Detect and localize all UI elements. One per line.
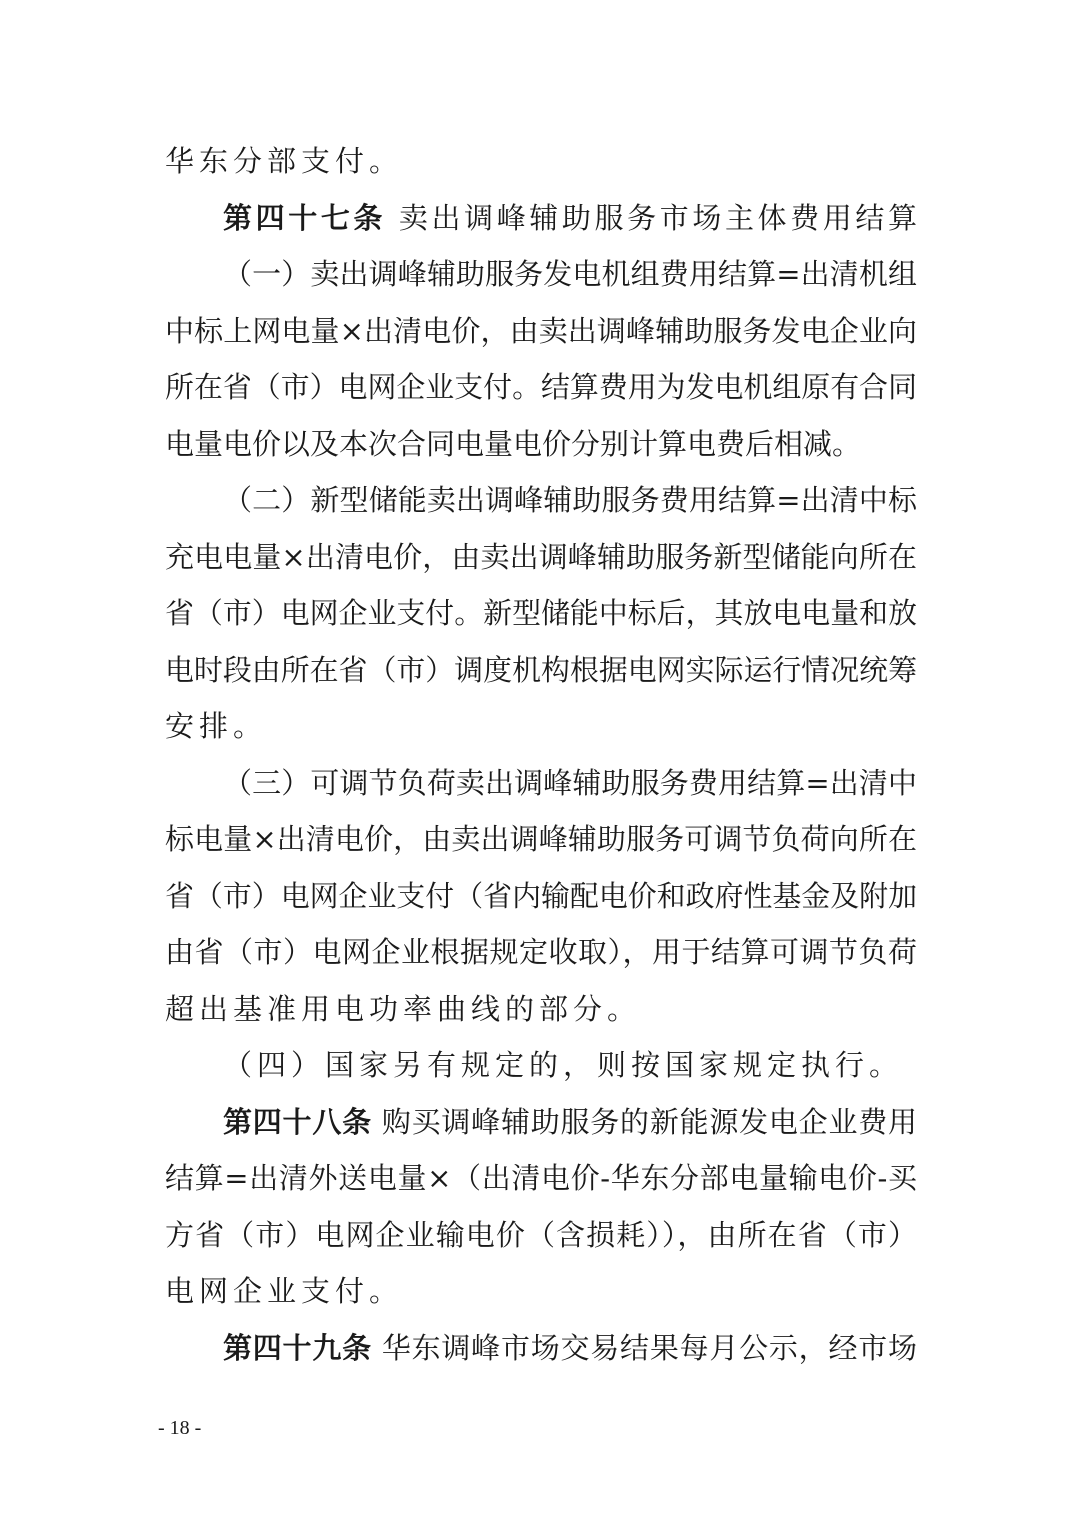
article-48-heading-line [223, 1102, 917, 1142]
paragraph-line: 结算=出清外送电量×（出清电价-华东分部电量输电价-买 [165, 1161, 917, 1195]
paragraph-line: 标电量×出清电价，由卖出调峰辅助服务可调节负荷向所在 [165, 822, 917, 856]
paragraph-line: （二）新型储能卖出调峰辅助服务费用结算=出清中标 [223, 483, 917, 517]
paragraph-line: 电网企业支付。 [165, 1274, 404, 1308]
paragraph-line: 省（市）电网企业支付（省内输配电价和政府性基金及附加 [165, 879, 917, 913]
paragraph-line: （三）可调节负荷卖出调峰辅助服务费用结算=出清中 [223, 766, 917, 800]
paragraph-line: 省（市）电网企业支付。新型储能中标后，其放电电量和放 [165, 596, 917, 630]
paragraph-line: 电量电价以及本次合同电量电价分别计算电费后相减。 [165, 427, 862, 461]
article-48-label: 第四十八条 [223, 1105, 372, 1139]
paragraph-line: 所在省（市）电网企业支付。结算费用为发电机组原有合同 [165, 370, 917, 404]
paragraph-line: 由省（市）电网企业根据规定收取），用于结算可调节负荷 [165, 935, 917, 969]
paragraph-line: （四）国家另有规定的，则按国家规定执行。 [223, 1048, 904, 1082]
article-49-text: 华东调峰市场交易结果每月公示，经市场 [371, 1331, 917, 1365]
paragraph-line: （一）卖出调峰辅助服务发电机组费用结算=出清机组 [223, 257, 917, 291]
article-47-heading-line [223, 198, 917, 238]
page-number: - 18 - [158, 1417, 202, 1439]
paragraph-line: 方省（市）电网企业输电价（含损耗）），由所在省（市） [165, 1218, 917, 1252]
article-47-title: 卖出调峰辅助服务市场主体费用结算 [386, 201, 917, 235]
paragraph-line: 中标上网电量×出清电价，由卖出调峰辅助服务发电企业向 [165, 314, 917, 348]
article-47-label: 第四十七条 [223, 201, 387, 235]
paragraph-line: 电时段由所在省（市）调度机构根据电网实际运行情况统筹 [165, 653, 917, 687]
paragraph-line: 充电电量×出清电价，由卖出调峰辅助服务新型储能向所在 [165, 540, 917, 574]
paragraph-line: 安排。 [165, 709, 268, 743]
article-49-heading-line [223, 1328, 917, 1368]
article-49-label: 第四十九条 [223, 1331, 372, 1365]
article-48-text: 购买调峰辅助服务的新能源发电企业费用 [371, 1105, 917, 1139]
paragraph-line: 超出基准用电功率曲线的部分。 [165, 992, 642, 1026]
paragraph-line: 华东分部支付。 [165, 144, 404, 178]
